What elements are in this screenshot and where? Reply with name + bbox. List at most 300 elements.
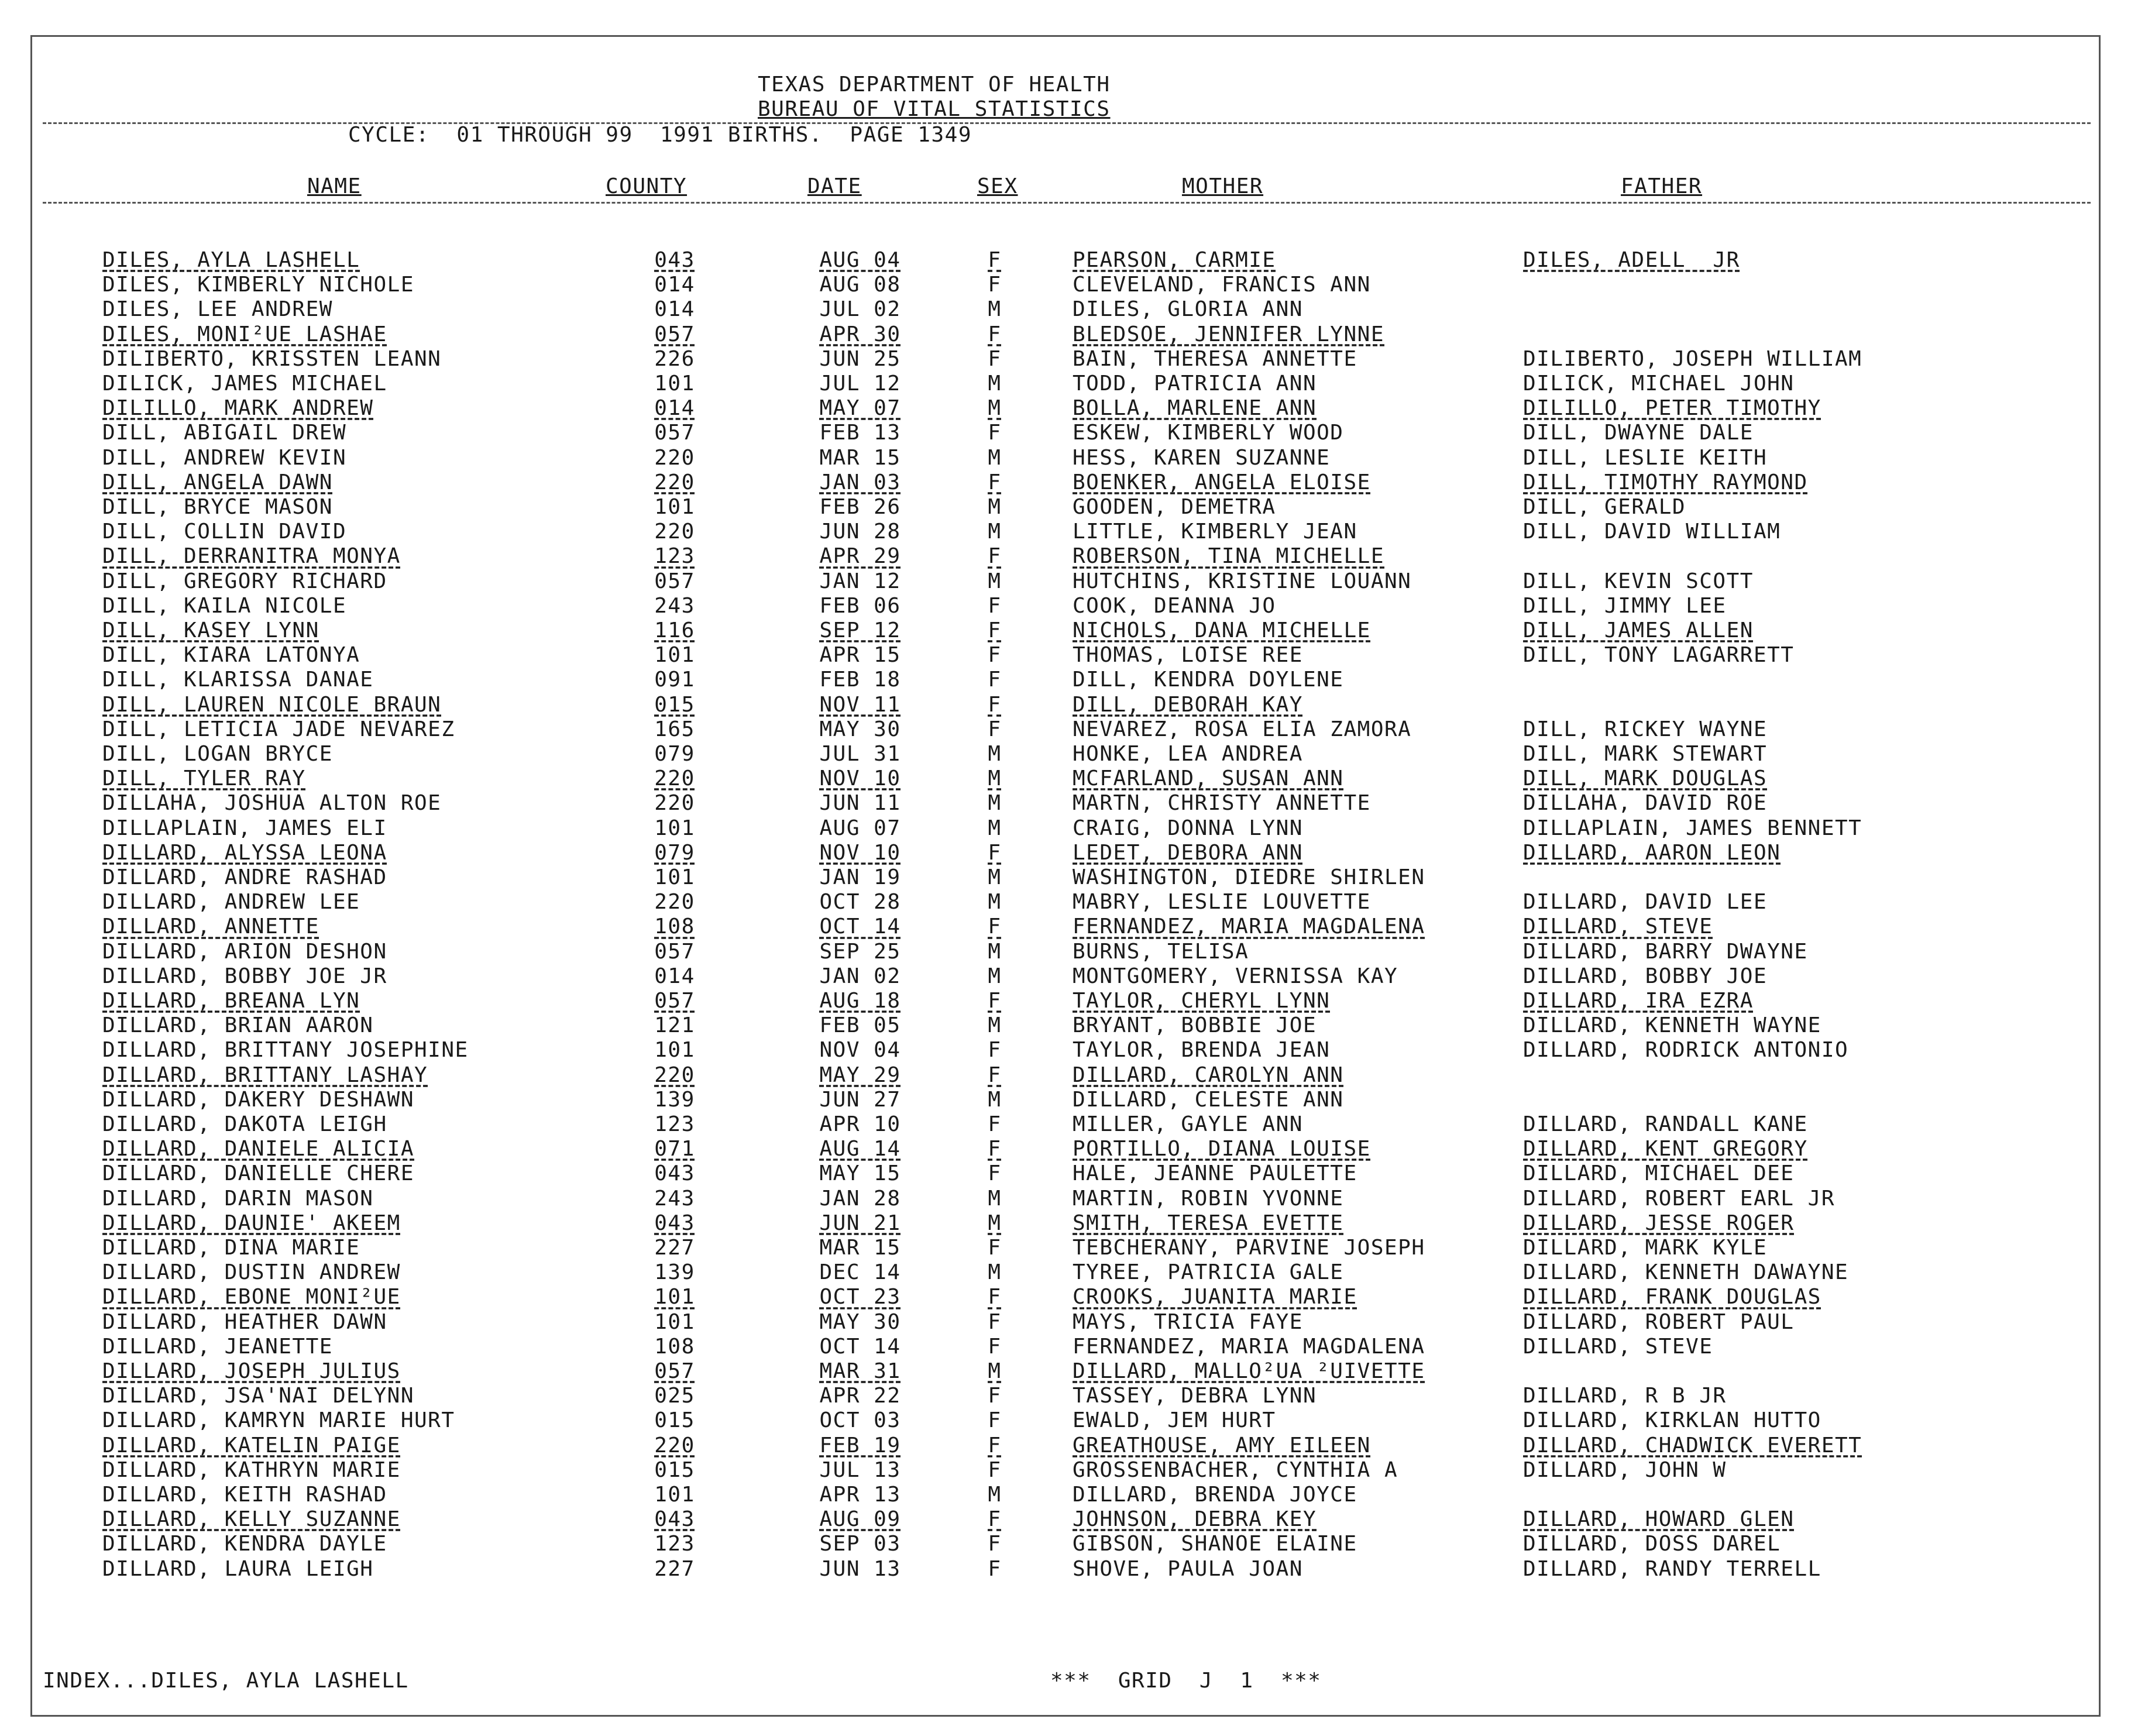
record-date: MAY 07 [819,396,901,421]
record-date: MAR 15 [819,445,901,470]
record-mother: BRYANT, BOBBIE JOE [1073,1013,1317,1038]
record-sex: F [988,1384,1002,1408]
record-sex: M [988,520,1002,544]
record-row [32,1508,2098,1533]
record-father: DILLARD, R B JR [1523,1384,1727,1408]
record-name: DILL, TYLER RAY [102,766,306,791]
record-county: 071 [654,1137,695,1161]
record-name: DILLARD, DAKOTA LEIGH [102,1112,387,1136]
record-county: 139 [654,1087,695,1112]
record-sex: F [988,1063,1002,1087]
record-date: NOV 10 [819,766,901,791]
record-row [32,1088,2098,1113]
record-sex: M [988,865,1002,889]
record-row [32,372,2098,397]
record-mother: NEVAREZ, ROSA ELIA ZAMORA [1073,717,1412,741]
record-sex: M [988,791,1002,816]
record-mother: ESKEW, KIMBERLY WOOD [1073,421,1344,445]
record-row [32,1311,2098,1336]
record-row [32,1459,2098,1484]
column-divider [43,202,2091,204]
record-county: 243 [654,1186,695,1211]
record-father: DILLARD, KENNETH DAWAYNE [1523,1260,1849,1285]
record-county: 220 [654,520,695,544]
record-mother: GOODEN, DEMETRA [1073,495,1276,519]
record-row [32,496,2098,521]
record-sex: M [988,1359,1002,1383]
record-sex: F [988,470,1002,494]
record-mother: HUTCHINS, KRISTINE LOUANN [1073,569,1412,593]
record-father: DILLAHA, DAVID ROE [1523,791,1768,816]
record-mother: TODD, PATRICIA ANN [1073,372,1317,396]
record-mother: PEARSON, CARMIE [1073,248,1276,272]
record-mother: GREATHOUSE, AMY EILEEN [1073,1433,1371,1457]
record-father: DILLARD, KENT GREGORY [1523,1137,1808,1161]
record-sex: M [988,939,1002,964]
record-date: FEB 26 [819,495,901,519]
record-county: 220 [654,1433,695,1457]
record-date: JUN 11 [819,791,901,816]
record-row [32,693,2098,719]
record-date: OCT 14 [819,915,901,939]
record-sex: F [988,1408,1002,1433]
record-name: DILILLO, MARK ANDREW [102,396,374,421]
record-name: DILL, BRYCE MASON [102,495,333,519]
footer-index: INDEX...DILES, AYLA LASHELL [43,1669,409,1693]
record-date: MAR 15 [819,1236,901,1260]
record-county: 101 [654,643,695,668]
record-sex: F [988,840,1002,865]
record-name: DILL, ABIGAIL DREW [102,421,347,445]
record-county: 227 [654,1556,695,1581]
record-sex: F [988,1309,1002,1334]
record-county: 101 [654,495,695,519]
record-name: DILLARD, HEATHER DAWN [102,1309,387,1334]
record-sex: F [988,346,1002,371]
record-date: JUN 25 [819,346,901,371]
record-row [32,1137,2098,1163]
record-name: DILLARD, JEANETTE [102,1334,333,1359]
record-mother: CRAIG, DONNA LYNN [1073,816,1303,840]
cycle-line: CYCLE: 01 THROUGH 99 1991 BIRTHS. PAGE 1349 [348,123,972,147]
record-sex: M [988,297,1002,322]
record-row [32,1212,2098,1237]
record-county: 057 [654,322,695,346]
record-county: 101 [654,865,695,889]
record-father: DILLARD, MARK KYLE [1523,1236,1768,1260]
record-name: DILLARD, KAMRYN MARIE HURT [102,1408,455,1433]
column-header-sex: SEX [977,174,1018,198]
record-mother: MILLER, GAYLE ANN [1073,1112,1303,1136]
record-row [32,915,2098,940]
record-father: DILLARD, JOHN W [1523,1457,1727,1482]
record-name: DILLARD, LAURA LEIGH [102,1556,374,1581]
record-row [32,742,2098,768]
record-name: DILL, LAUREN NICOLE BRAUN [102,692,442,717]
record-mother: MABRY, LESLIE LOUVETTE [1073,890,1371,915]
record-date: APR 22 [819,1384,901,1408]
record-sex: F [988,1507,1002,1532]
record-sex: F [988,1236,1002,1260]
record-name: DILL, KAILA NICOLE [102,593,347,618]
record-row [32,1483,2098,1508]
record-mother: DILLARD, CELESTE ANN [1073,1087,1344,1112]
record-county: 057 [654,569,695,593]
record-date: JUL 02 [819,297,901,322]
birth-records-list [32,249,2098,1635]
record-date: JUN 21 [819,1211,901,1235]
record-name: DILLARD, BRITTANY JOSEPHINE [102,1038,469,1063]
record-sex: F [988,618,1002,642]
record-county: 043 [654,1161,695,1186]
record-row [32,1162,2098,1187]
record-row [32,348,2098,373]
record-date: MAR 31 [819,1359,901,1383]
column-header-father: FATHER [1621,174,1703,198]
record-mother: BAIN, THERESA ANNETTE [1073,346,1357,371]
record-county: 091 [654,668,695,692]
record-row [32,792,2098,817]
column-header-county: COUNTY [606,174,688,198]
record-name: DILIBERTO, KRISSTEN LEANN [102,346,442,371]
record-mother: GROSSENBACHER, CYNTHIA A [1073,1457,1398,1482]
record-father: DILLARD, RANDALL KANE [1523,1112,1808,1136]
record-sex: F [988,1038,1002,1063]
column-header-name: NAME [307,174,362,198]
record-father: DILLAPLAIN, JAMES BENNETT [1523,816,1862,840]
record-father: DILL, DAVID WILLIAM [1523,520,1781,544]
record-county: 101 [654,1483,695,1507]
record-county: 243 [654,593,695,618]
record-county: 227 [654,1236,695,1260]
record-row [32,1187,2098,1212]
record-sex: F [988,915,1002,939]
record-name: DILLARD, DINA MARIE [102,1236,360,1260]
record-name: DILLARD, BRITTANY LASHAY [102,1063,428,1087]
record-county: 057 [654,989,695,1013]
record-name: DILES, MONI²UE LASHAE [102,322,387,346]
record-county: 116 [654,618,695,642]
record-name: DILLARD, ALYSSA LEONA [102,840,387,865]
record-county: 015 [654,1457,695,1482]
record-county: 057 [654,939,695,964]
record-date: SEP 25 [819,939,901,964]
record-sex: F [988,273,1002,297]
record-father: DILL, RICKEY WAYNE [1523,717,1768,741]
record-date: AUG 04 [819,248,901,272]
record-row [32,1335,2098,1360]
record-father: DILLARD, BOBBY JOE [1523,964,1768,988]
record-name: DILLARD, ANDREW LEE [102,890,360,915]
record-date: JUN 27 [819,1087,901,1112]
record-father: DILL, MARK DOUGLAS [1523,766,1768,791]
record-name: DILLARD, JSA'NAI DELYNN [102,1384,414,1408]
record-father: DILLARD, KIRKLAN HUTTO [1523,1408,1821,1433]
record-county: 043 [654,1211,695,1235]
record-name: DILLARD, EBONE MONI²UE [102,1285,401,1309]
record-sex: F [988,643,1002,668]
record-row [32,1409,2098,1434]
record-county: 101 [654,1309,695,1334]
record-mother: DILL, KENDRA DOYLENE [1073,668,1344,692]
record-date: APR 10 [819,1112,901,1136]
record-name: DILLARD, ANNETTE [102,915,319,939]
record-name: DILL, ANGELA DAWN [102,470,333,494]
record-date: MAY 30 [819,717,901,741]
record-mother: SMITH, TERESA EVETTE [1073,1211,1344,1235]
record-county: 123 [654,1532,695,1556]
record-date: NOV 04 [819,1038,901,1063]
record-row [32,767,2098,792]
record-county: 121 [654,1013,695,1038]
record-mother: NICHOLS, DANA MICHELLE [1073,618,1371,642]
record-county: 220 [654,766,695,791]
record-county: 101 [654,1038,695,1063]
record-name: DILL, ANDREW KEVIN [102,445,347,470]
record-father: DILL, TONY LAGARRETT [1523,643,1795,668]
record-row [32,397,2098,422]
record-row [32,273,2098,298]
record-name: DILLARD, KELLY SUZANNE [102,1507,401,1532]
record-mother: BLEDSOE, JENNIFER LYNNE [1073,322,1384,346]
record-mother: CROOKS, JUANITA MARIE [1073,1285,1357,1309]
record-date: APR 15 [819,643,901,668]
record-mother: CLEVELAND, FRANCIS ANN [1073,273,1371,297]
record-county: 079 [654,840,695,865]
record-mother: THOMAS, LOISE REE [1073,643,1303,668]
record-sex: F [988,322,1002,346]
header-line-2: BUREAU OF VITAL STATISTICS [758,97,1111,121]
record-father: DILLARD, HOWARD GLEN [1523,1507,1795,1532]
record-sex: M [988,495,1002,519]
record-sex: F [988,1161,1002,1186]
column-header-mother: MOTHER [1182,174,1264,198]
record-name: DILLARD, KEITH RASHAD [102,1483,387,1507]
record-mother: MCFARLAND, SUSAN ANN [1073,766,1344,791]
record-date: JAN 28 [819,1186,901,1211]
record-row [32,940,2098,965]
record-sex: F [988,1334,1002,1359]
record-date: JUN 28 [819,520,901,544]
record-county: 014 [654,964,695,988]
record-name: DILLARD, BREANA LYN [102,989,360,1013]
record-name: DILLARD, DAKERY DESHAWN [102,1087,414,1112]
record-sex: F [988,1556,1002,1581]
record-father: DILILLO, PETER TIMOTHY [1523,396,1821,421]
record-county: 014 [654,396,695,421]
record-county: 025 [654,1384,695,1408]
record-sex: F [988,593,1002,618]
header-line-1: TEXAS DEPARTMENT OF HEALTH [758,73,1111,97]
record-row [32,421,2098,446]
record-row [32,1384,2098,1410]
record-date: JUL 13 [819,1457,901,1482]
record-name: DILL, KLARISSA DANAE [102,668,374,692]
record-name: DILLARD, DARIN MASON [102,1186,374,1211]
record-county: 220 [654,1063,695,1087]
record-row [32,668,2098,693]
record-date: JAN 02 [819,964,901,988]
record-mother: DILLARD, CAROLYN ANN [1073,1063,1344,1087]
record-county: 101 [654,1285,695,1309]
record-mother: EWALD, JEM HURT [1073,1408,1276,1433]
record-row [32,570,2098,595]
record-father: DILL, MARK STEWART [1523,742,1768,766]
record-date: APR 13 [819,1483,901,1507]
record-mother: TAYLOR, BRENDA JEAN [1073,1038,1331,1063]
record-name: DILLARD, ANDRE RASHAD [102,865,387,889]
record-name: DILL, DERRANITRA MONYA [102,544,401,569]
record-sex: F [988,1433,1002,1457]
record-county: 015 [654,1408,695,1433]
record-mother: LITTLE, KIMBERLY JEAN [1073,520,1357,544]
record-name: DILLARD, DANIELLE CHERE [102,1161,414,1186]
record-mother: DILES, GLORIA ANN [1073,297,1303,322]
record-father: DILLARD, AARON LEON [1523,840,1781,865]
record-sex: F [988,1137,1002,1161]
record-county: 057 [654,421,695,445]
record-date: SEP 12 [819,618,901,642]
record-name: DILL, KIARA LATONYA [102,643,360,668]
record-mother: ROBERSON, TINA MICHELLE [1073,544,1384,569]
record-mother: FERNANDEZ, MARIA MAGDALENA [1073,915,1425,939]
record-father: DILL, JIMMY LEE [1523,593,1727,618]
record-father: DILES, ADELL JR [1523,248,1740,272]
record-sex: M [988,1211,1002,1235]
record-sex: M [988,742,1002,766]
record-date: OCT 28 [819,890,901,915]
record-county: 108 [654,915,695,939]
record-date: JUN 13 [819,1556,901,1581]
record-row [32,1039,2098,1064]
record-name: DILLARD, BOBBY JOE JR [102,964,387,988]
record-date: OCT 23 [819,1285,901,1309]
record-row [32,817,2098,842]
record-row [32,1532,2098,1558]
record-date: AUG 07 [819,816,901,840]
record-father: DILLARD, ROBERT PAUL [1523,1309,1795,1334]
record-county: 015 [654,692,695,717]
record-date: NOV 10 [819,840,901,865]
record-mother: MARTIN, ROBIN YVONNE [1073,1186,1344,1211]
record-row [32,644,2098,669]
record-row [32,1261,2098,1286]
record-name: DILLAPLAIN, JAMES ELI [102,816,387,840]
record-date: AUG 18 [819,989,901,1013]
record-father: DILLARD, RODRICK ANTONIO [1523,1038,1849,1063]
record-date: APR 30 [819,322,901,346]
record-sex: M [988,396,1002,421]
record-name: DILL, KASEY LYNN [102,618,319,642]
record-father: DILLARD, STEVE [1523,1334,1713,1359]
record-sex: M [988,1087,1002,1112]
record-row [32,446,2098,472]
record-date: SEP 03 [819,1532,901,1556]
record-date: APR 29 [819,544,901,569]
record-father: DILLARD, IRA EZRA [1523,989,1754,1013]
record-name: DILLARD, DANIELE ALICIA [102,1137,414,1161]
record-row [32,891,2098,916]
record-father: DILL, LESLIE KEITH [1523,445,1768,470]
record-father: DILLARD, MICHAEL DEE [1523,1161,1795,1186]
record-sex: F [988,989,1002,1013]
record-mother: HALE, JEANNE PAULETTE [1073,1161,1357,1186]
record-mother: FERNANDEZ, MARIA MAGDALENA [1073,1334,1425,1359]
record-sex: F [988,1112,1002,1136]
record-county: 014 [654,297,695,322]
record-name: DILLARD, ARION DESHON [102,939,387,964]
record-date: FEB 05 [819,1013,901,1038]
record-sex: M [988,1483,1002,1507]
record-father: DILLARD, ROBERT EARL JR [1523,1186,1835,1211]
record-sex: M [988,1013,1002,1038]
record-sex: M [988,372,1002,396]
record-sex: F [988,544,1002,569]
record-row [32,1558,2098,1583]
record-father: DILL, GERALD [1523,495,1686,519]
record-county: 220 [654,791,695,816]
record-sex: M [988,1186,1002,1211]
record-name: DILLARD, KATELIN PAIGE [102,1433,401,1457]
record-date: AUG 14 [819,1137,901,1161]
record-county: 079 [654,742,695,766]
record-mother: TEBCHERANY, PARVINE JOSEPH [1073,1236,1425,1260]
record-mother: DILLARD, BRENDA JOYCE [1073,1483,1357,1507]
record-row [32,1434,2098,1459]
record-row [32,298,2098,323]
record-mother: GIBSON, SHANOE ELAINE [1073,1532,1357,1556]
record-sex: F [988,421,1002,445]
record-father: DILLARD, JESSE ROGER [1523,1211,1795,1235]
record-sex: F [988,717,1002,741]
record-county: 101 [654,816,695,840]
footer-grid: *** GRID J 1 *** [1050,1669,1322,1693]
record-mother: MONTGOMERY, VERNISSA KAY [1073,964,1398,988]
record-date: JAN 03 [819,470,901,494]
record-name: DILICK, JAMES MICHAEL [102,372,387,396]
record-sex: M [988,816,1002,840]
record-row [32,1360,2098,1385]
record-father: DILLARD, KENNETH WAYNE [1523,1013,1821,1038]
record-county: 101 [654,372,695,396]
record-row [32,545,2098,570]
record-county: 108 [654,1334,695,1359]
record-mother: LEDET, DEBORA ANN [1073,840,1303,865]
record-name: DILL, LETICIA JADE NEVAREZ [102,717,455,741]
record-date: AUG 08 [819,273,901,297]
record-name: DILES, AYLA LASHELL [102,248,360,272]
record-row [32,1285,2098,1311]
record-mother: PORTILLO, DIANA LOUISE [1073,1137,1371,1161]
record-sex: F [988,1285,1002,1309]
record-county: 043 [654,248,695,272]
record-county: 226 [654,346,695,371]
record-sex: F [988,1532,1002,1556]
record-date: DEC 14 [819,1260,901,1285]
record-county: 014 [654,273,695,297]
record-sex: M [988,766,1002,791]
record-mother: COOK, DEANNA JO [1073,593,1276,618]
record-sex: F [988,1457,1002,1482]
record-county: 220 [654,445,695,470]
record-name: DILLARD, JOSEPH JULIUS [102,1359,401,1383]
record-row [32,249,2098,274]
record-name: DILL, GREGORY RICHARD [102,569,387,593]
record-county: 043 [654,1507,695,1532]
record-date: MAY 15 [819,1161,901,1186]
record-mother: BOLLA, MARLENE ANN [1073,396,1317,421]
record-mother: BOENKER, ANGELA ELOISE [1073,470,1371,494]
